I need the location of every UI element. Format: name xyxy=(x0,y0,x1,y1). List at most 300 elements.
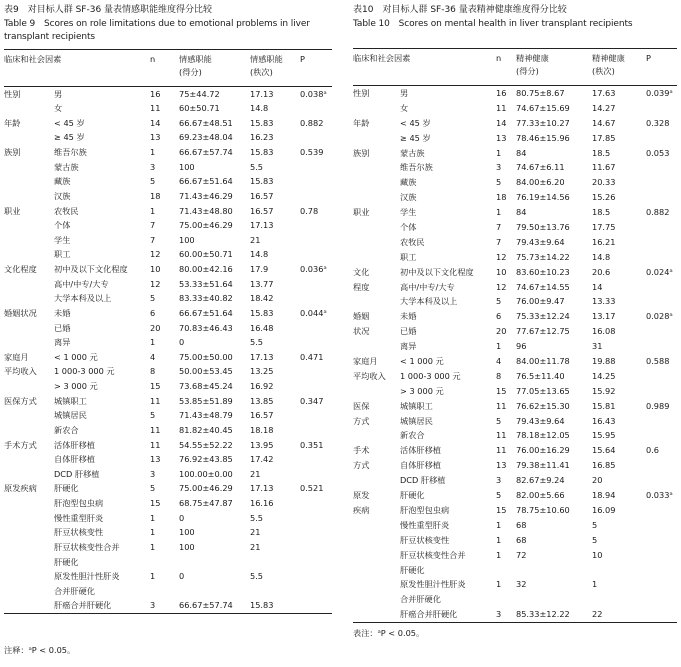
n-value: 6 xyxy=(150,307,156,318)
table-10-bottom-rule xyxy=(353,622,677,623)
header-score-line: (得分) xyxy=(516,66,539,76)
factor-group: 手术 xyxy=(353,445,370,456)
table-row xyxy=(4,321,332,336)
p-value: 0.024ᵃ xyxy=(646,266,673,277)
table-row xyxy=(4,350,332,365)
table-row xyxy=(4,379,332,394)
score-value: 79.43±9.64 xyxy=(516,236,565,247)
table-row xyxy=(4,130,332,145)
table-9-caption-en: Table 9 Scores on role limitations due to emotional problems in liver transplant recipients xyxy=(4,18,310,42)
factor-item: 肝泡型包虫病 xyxy=(54,498,104,508)
factor-group: 年龄 xyxy=(353,117,370,128)
factor-item: 肝硬化 xyxy=(400,564,425,575)
factor-item: 已婚 xyxy=(400,326,417,337)
n-value: 13 xyxy=(496,460,507,471)
table-row xyxy=(4,116,332,131)
n-value: 5 xyxy=(150,293,156,304)
table-row xyxy=(353,518,677,533)
n-value: 1 xyxy=(496,207,502,218)
factor-item: 大学本科及以上 xyxy=(54,293,112,304)
factor-item: < 45 岁 xyxy=(54,117,85,128)
rank-value: 17.85 xyxy=(592,132,616,143)
table-row xyxy=(4,145,332,160)
factor-item: 原发性胆汁性肝炎 xyxy=(54,571,120,582)
table-row xyxy=(353,369,677,384)
n-value: 12 xyxy=(150,278,161,289)
n-value: 11 xyxy=(496,400,507,411)
n-value: 1 xyxy=(496,579,502,590)
rank-value: 5.5 xyxy=(250,337,264,348)
score-value: 76.00±9.47 xyxy=(516,296,565,307)
factor-group: 婚姻 xyxy=(353,311,370,322)
rank-value: 11.67 xyxy=(592,162,616,173)
factor-item: 离异 xyxy=(54,337,71,348)
header-p-line: P xyxy=(300,53,305,64)
factor-item: 自体肝移植 xyxy=(54,454,95,465)
table-row xyxy=(353,577,677,592)
table-row xyxy=(353,339,677,354)
table-row xyxy=(4,598,332,613)
score-value: 82.00±5.66 xyxy=(516,490,565,501)
n-value: 13 xyxy=(150,454,161,465)
rank-value: 16.57 xyxy=(250,205,274,216)
score-value: 80.75±8.67 xyxy=(516,88,565,98)
factor-item: 维吾尔族 xyxy=(54,147,87,157)
n-value: 16 xyxy=(150,88,161,99)
table-row xyxy=(4,525,332,540)
factor-group: 职业 xyxy=(353,207,370,218)
table-9-body xyxy=(4,87,332,614)
n-value: 5 xyxy=(496,296,502,307)
n-value: 14 xyxy=(150,117,161,128)
header-p xyxy=(646,52,651,65)
score-value: 68.75±47.87 xyxy=(179,498,233,508)
factor-group: 平均收入 xyxy=(4,366,37,377)
table-row xyxy=(353,160,677,175)
score-value: 96 xyxy=(516,341,527,352)
n-value: 16 xyxy=(496,88,507,98)
factor-item: < 45 岁 xyxy=(400,117,431,128)
table-row xyxy=(4,584,332,599)
score-value: 100 xyxy=(179,234,195,245)
rank-value: 14.8 xyxy=(592,251,611,262)
rank-value: 13.17 xyxy=(592,311,616,322)
score-value: 75.00±50.00 xyxy=(179,351,233,362)
table-row xyxy=(4,87,332,102)
n-value: 8 xyxy=(150,366,156,377)
n-value: 12 xyxy=(496,281,507,292)
rank-value: 22 xyxy=(592,609,603,620)
score-value: 32 xyxy=(516,579,527,590)
header-factor-line: 临床和社会因素 xyxy=(353,53,411,63)
rank-value: 17.63 xyxy=(592,88,616,98)
table-row xyxy=(4,540,332,555)
rank-value: 16.92 xyxy=(250,381,274,391)
n-value: 11 xyxy=(150,439,161,450)
rank-value: 15.81 xyxy=(592,400,616,411)
rank-value: 5 xyxy=(592,534,598,545)
n-value: 8 xyxy=(496,370,502,381)
table-10-note: 表注：ᵃP < 0.05。 xyxy=(353,628,425,638)
score-value: 74.67±15.69 xyxy=(516,102,570,113)
factor-item: 肝豆状核变性合并 xyxy=(54,541,120,552)
p-value: 0.78 xyxy=(300,205,319,216)
header-factor xyxy=(353,52,410,65)
rank-value: 5.5 xyxy=(250,571,264,582)
table-row xyxy=(353,294,677,309)
rank-value: 16.09 xyxy=(592,504,616,515)
score-value: 72 xyxy=(516,549,527,560)
table-row xyxy=(353,265,677,280)
factor-group: 婚姻状况 xyxy=(4,307,37,318)
score-value: 74.67±14.55 xyxy=(516,281,570,292)
score-value: 71.43±48.79 xyxy=(179,410,233,421)
score-value: 75±44.72 xyxy=(179,88,220,99)
table-9-bottom-rule xyxy=(4,613,332,614)
rank-value: 21 xyxy=(250,234,261,245)
p-value: 0.351 xyxy=(300,439,324,450)
p-value: 0.039ᵃ xyxy=(646,88,673,98)
rank-value: 14.67 xyxy=(592,117,616,128)
table-row xyxy=(4,408,332,423)
score-value: 84.00±6.20 xyxy=(516,177,565,188)
rank-value: 16.21 xyxy=(592,236,616,247)
n-value: 1 xyxy=(496,534,502,545)
score-value: 0 xyxy=(179,337,185,348)
p-value: 0.033ᵃ xyxy=(646,490,673,501)
factor-item: 自体肝移植 xyxy=(400,460,441,471)
factor-item: 男 xyxy=(54,88,63,99)
factor-item: 1 000-3 000 元 xyxy=(54,366,115,377)
rank-value: 17.13 xyxy=(250,88,274,99)
n-value: 1 xyxy=(150,541,156,552)
score-value: 78.46±15.96 xyxy=(516,132,570,143)
header-score-line: 精神健康 xyxy=(516,53,549,63)
rank-value: 15.83 xyxy=(250,176,274,187)
rank-value: 17.9 xyxy=(250,264,269,274)
table-row xyxy=(353,473,677,488)
rank-value: 14.25 xyxy=(592,370,616,381)
rank-value: 16.85 xyxy=(592,460,616,471)
rank-value: 16.23 xyxy=(250,132,274,143)
table-row xyxy=(353,414,677,429)
score-value: 82.67±9.24 xyxy=(516,475,565,486)
table-9 xyxy=(4,4,332,614)
score-value: 0 xyxy=(179,512,185,523)
score-value: 70.83±46.43 xyxy=(179,322,233,333)
factor-item: > 3 000 元 xyxy=(54,381,98,391)
score-value: 76.5±11.40 xyxy=(516,370,565,381)
rank-value: 14.27 xyxy=(592,102,616,113)
table-row xyxy=(353,116,677,131)
factor-item: < 1 000 元 xyxy=(400,356,444,367)
n-value: 3 xyxy=(150,600,156,611)
score-value: 68 xyxy=(516,534,527,545)
p-value: 0.471 xyxy=(300,351,324,362)
n-value: 11 xyxy=(150,103,161,114)
table-row xyxy=(353,146,677,161)
score-value: 69.23±48.04 xyxy=(179,132,233,143)
score-value: 79.38±11.41 xyxy=(516,460,570,471)
p-value: 0.036ᵃ xyxy=(300,264,327,274)
rank-value: 21 xyxy=(250,468,261,479)
table-row xyxy=(353,488,677,503)
factor-item: 活体肝移植 xyxy=(400,445,441,456)
table-10 xyxy=(353,4,677,623)
score-value: 85.33±12.22 xyxy=(516,609,570,620)
n-value: 20 xyxy=(496,326,507,337)
factor-item: 新农合 xyxy=(400,430,425,441)
table-row xyxy=(353,101,677,116)
table-9-caption xyxy=(4,4,332,45)
header-rank xyxy=(250,53,283,79)
n-value: 6 xyxy=(496,311,502,322)
factor-item: 肝豆状核变性 xyxy=(400,534,450,545)
n-value: 5 xyxy=(150,176,156,187)
rank-value: 31 xyxy=(592,341,603,352)
p-value: 0.521 xyxy=(300,483,324,494)
score-value: 71.43±46.29 xyxy=(179,190,233,201)
rank-value: 15.83 xyxy=(250,307,274,318)
factor-item: 大学本科及以上 xyxy=(400,296,458,307)
n-value: 3 xyxy=(496,475,502,486)
rank-value: 16.43 xyxy=(592,415,616,426)
score-value: 76.92±43.85 xyxy=(179,454,233,465)
table-row xyxy=(4,306,332,321)
factor-item: 蒙古族 xyxy=(400,147,425,158)
table-row xyxy=(353,399,677,414)
table-row xyxy=(4,394,332,409)
factor-item: 肝硬化 xyxy=(400,490,425,501)
n-value: 10 xyxy=(150,264,161,274)
score-value: 66.67±57.74 xyxy=(179,600,233,611)
factor-item: 职工 xyxy=(54,249,71,260)
factor-item: 未婚 xyxy=(400,311,417,322)
factor-item: < 1 000 元 xyxy=(54,351,98,362)
n-value: 3 xyxy=(496,162,502,173)
rank-value: 16.57 xyxy=(250,190,274,201)
table-row xyxy=(4,555,332,570)
n-value: 3 xyxy=(150,161,156,172)
table-row xyxy=(4,335,332,350)
factor-item: 蒙古族 xyxy=(54,161,79,172)
rank-value: 5 xyxy=(592,519,598,530)
rank-value: 15.64 xyxy=(592,445,616,456)
rank-value: 17.13 xyxy=(250,220,274,231)
table-row xyxy=(4,277,332,292)
factor-item: 活体肝移植 xyxy=(54,439,95,450)
factor-item: 维吾尔族 xyxy=(400,162,433,173)
rank-value: 17.42 xyxy=(250,454,274,465)
table-row xyxy=(4,438,332,453)
rank-value: 20.6 xyxy=(592,266,611,277)
table-row xyxy=(4,189,332,204)
n-value: 7 xyxy=(150,234,156,245)
p-value: 0.882 xyxy=(300,117,324,128)
factor-item: 个体 xyxy=(54,220,71,231)
table-9-header xyxy=(4,50,332,86)
rank-value: 15.26 xyxy=(592,192,616,203)
rank-value: 21 xyxy=(250,541,261,552)
n-value: 5 xyxy=(496,490,502,501)
n-value: 5 xyxy=(496,177,502,188)
rank-value: 21 xyxy=(250,527,261,538)
factor-item: 男 xyxy=(400,88,409,98)
header-n xyxy=(150,53,155,66)
factor-group: 年龄 xyxy=(4,117,21,128)
score-value: 100 xyxy=(179,161,195,172)
rank-value: 16.57 xyxy=(250,410,274,421)
n-value: 1 xyxy=(150,337,156,348)
rank-value: 16.16 xyxy=(250,498,274,508)
rank-value: 13.25 xyxy=(250,366,274,377)
score-value: 77.67±12.75 xyxy=(516,326,570,337)
factor-item: 个体 xyxy=(400,222,417,233)
n-value: 1 xyxy=(150,527,156,538)
factor-item: 女 xyxy=(54,103,63,114)
score-value: 76.62±15.30 xyxy=(516,400,570,411)
factor-item: 慢性重型肝炎 xyxy=(400,519,450,530)
table-row xyxy=(353,175,677,190)
factor-item: 学生 xyxy=(54,234,71,245)
p-value: 0.328 xyxy=(646,117,670,128)
n-value: 11 xyxy=(150,424,161,435)
table-row xyxy=(4,511,332,526)
factor-item: 肝豆状核变性合并 xyxy=(400,549,466,560)
n-value: 10 xyxy=(496,266,507,277)
table-row xyxy=(4,364,332,379)
table-10-caption-cn: 表10 对目标人群 SF-36 量表精神健康维度得分比较 xyxy=(353,5,567,15)
factor-item: 肝豆状核变性 xyxy=(54,527,104,538)
factor-item: 未婚 xyxy=(54,307,71,318)
factor-item: 城镇职工 xyxy=(54,395,87,406)
n-value: 3 xyxy=(150,468,156,479)
rank-value: 14.8 xyxy=(250,249,269,260)
table-row xyxy=(353,131,677,146)
score-value: 76.00±16.29 xyxy=(516,445,570,456)
p-value: 0.989 xyxy=(646,400,670,411)
table-row xyxy=(353,384,677,399)
table-row xyxy=(353,503,677,518)
rank-value: 17.75 xyxy=(592,222,616,233)
factor-group: 性别 xyxy=(4,88,21,99)
rank-value: 13.95 xyxy=(250,439,274,450)
table-row xyxy=(353,607,677,622)
factor-item: 1 000-3 000 元 xyxy=(400,370,461,381)
factor-item: ≥ 45 岁 xyxy=(400,132,431,143)
factor-item: ≥ 45 岁 xyxy=(54,132,85,143)
factor-item: 女 xyxy=(400,102,409,113)
factor-group: 文化程度 xyxy=(4,264,37,274)
p-value: 0.539 xyxy=(300,147,324,157)
factor-group: 原发疾病 xyxy=(4,483,37,494)
score-value: 68 xyxy=(516,519,527,530)
factor-item: 藏族 xyxy=(54,176,71,187)
rank-value: 13.77 xyxy=(250,278,274,289)
table-9-note: 注释：ᵃP < 0.05。 xyxy=(4,645,76,655)
table-row xyxy=(353,428,677,443)
rank-value: 20.33 xyxy=(592,177,616,188)
n-value: 12 xyxy=(150,249,161,260)
rank-value: 17.13 xyxy=(250,351,274,362)
rank-value: 14.8 xyxy=(250,103,269,114)
header-rank xyxy=(592,52,625,78)
rank-value: 18.42 xyxy=(250,293,274,304)
n-value: 3 xyxy=(496,609,502,620)
n-value: 1 xyxy=(496,341,502,352)
p-value: 0.882 xyxy=(646,207,670,218)
n-value: 11 xyxy=(496,430,507,441)
header-factor xyxy=(4,53,61,66)
rank-value: 14 xyxy=(592,281,603,292)
score-value: 100 xyxy=(179,541,195,552)
table-row xyxy=(4,423,332,438)
score-value: 77.33±10.27 xyxy=(516,117,570,128)
table-row xyxy=(4,160,332,175)
n-value: 13 xyxy=(496,132,507,143)
header-n xyxy=(496,52,501,65)
table-row xyxy=(353,86,677,101)
score-value: 81.82±40.45 xyxy=(179,424,233,435)
factor-item: 农牧民 xyxy=(400,236,425,247)
n-value: 1 xyxy=(150,571,156,582)
table-row xyxy=(353,309,677,324)
factor-group: 状况 xyxy=(353,326,370,337)
p-value: 0.347 xyxy=(300,395,324,406)
p-value: 0.588 xyxy=(646,356,670,367)
score-value: 71.43±48.80 xyxy=(179,205,233,216)
factor-item: 肝硬化 xyxy=(54,556,79,567)
n-value: 5 xyxy=(150,410,156,421)
table-row xyxy=(4,262,332,277)
n-value: 4 xyxy=(150,351,156,362)
score-value: 50.00±53.45 xyxy=(179,366,233,377)
factor-item: 学生 xyxy=(400,207,417,218)
n-value: 7 xyxy=(496,222,502,233)
p-value: 0.044ᵃ xyxy=(300,307,327,318)
table-row xyxy=(4,233,332,248)
factor-group: 平均收入 xyxy=(353,370,386,381)
score-value: 66.67±57.74 xyxy=(179,147,233,157)
score-value: 53.85±51.89 xyxy=(179,395,233,406)
factor-group: 家庭月 xyxy=(4,351,29,362)
table-row xyxy=(353,280,677,295)
rank-value: 18.94 xyxy=(592,490,616,501)
factor-item: 初中及以下文化程度 xyxy=(54,264,128,274)
n-value: 1 xyxy=(150,512,156,523)
rank-value: 16.08 xyxy=(592,326,616,337)
score-value: 76.19±14.56 xyxy=(516,192,570,203)
n-value: 20 xyxy=(150,322,161,333)
factor-group: 职业 xyxy=(4,205,21,216)
factor-item: 藏族 xyxy=(400,177,417,188)
n-value: 1 xyxy=(150,147,156,157)
score-value: 53.33±51.64 xyxy=(179,278,233,289)
table-10-header xyxy=(353,49,677,85)
header-rank-line: 精神健康 xyxy=(592,53,625,63)
factor-item: 汉族 xyxy=(400,192,417,203)
header-p xyxy=(300,53,305,66)
table-row xyxy=(353,354,677,369)
n-value: 14 xyxy=(496,117,507,128)
rank-value: 18.5 xyxy=(592,207,611,218)
header-n-line: n xyxy=(150,53,156,64)
table-9-caption-cn: 表9 对目标人群 SF-36 量表情感职能维度得分比较 xyxy=(4,5,213,15)
score-value: 84 xyxy=(516,147,527,158)
score-value: 84.00±11.78 xyxy=(516,356,570,367)
header-rank-line: (秩次) xyxy=(250,66,273,77)
factor-group: 手术方式 xyxy=(4,439,37,450)
